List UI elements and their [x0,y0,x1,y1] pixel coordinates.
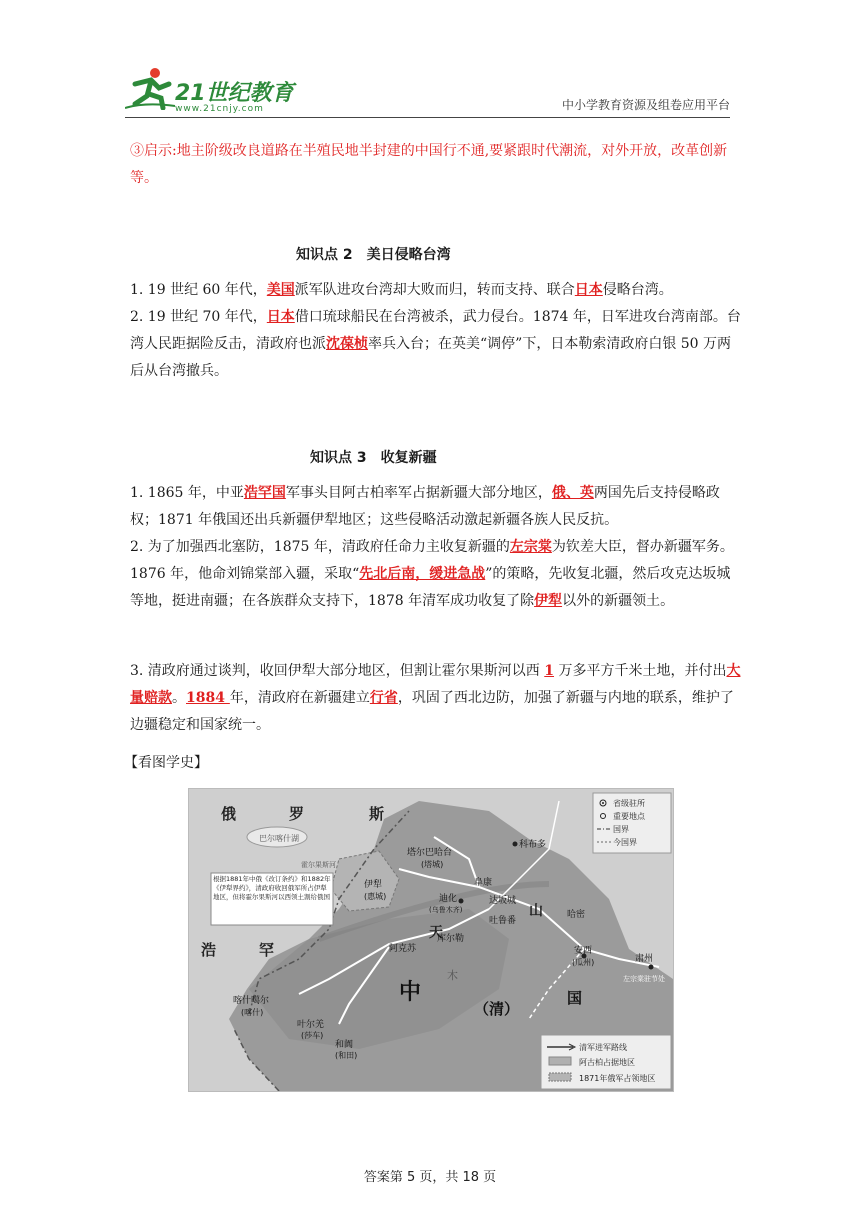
place-dabancheng: 达坂城 [489,896,517,906]
place-anxi: 安西 [574,946,593,956]
s2p1-b: 派军队进攻台湾却大败而归，转而支持、联合 [294,282,575,298]
place-hami: 哈密 [567,910,586,920]
place-tarbagatai: 塔尔巴哈台 [407,848,453,858]
label-russia-3: 斯 [369,805,385,823]
s3p1-b: 军事头目阿古柏率军占据新疆大部分地区， [285,485,552,501]
place-guazhou: (瓜州) [572,958,595,967]
platform-name: 中小学教育资源及组卷应用平台 [561,98,730,112]
runner-logo-icon [125,66,177,110]
section-3-title: 知识点 3 收复新疆 [310,450,437,466]
legend-russia-occupied: 1871年俄军占领地区 [579,1074,656,1083]
label-tian: 天 [429,925,443,941]
s3p1-c: 两国先后支持侵略政权；1871 年俄国还出兵新疆伊犁地区；这些侵略活动激起新疆各族人民反抗。 [130,485,720,528]
s3p3-key-1: 1 [544,663,555,679]
logo-url: www.21cnjy.com [175,104,264,114]
treaty-note-text: 根据1881年中俄《改订条约》和1882年《伊犁界约》，清政府收回俄军所占伊犁地区，但将霍尔果斯河以西领土割给俄国 [213,875,331,901]
place-hetian-2: (和田) [335,1051,358,1060]
legend-agubai: 阿古柏占据地区 [579,1058,635,1067]
s3p3-b: 万多平方千米土地，并付出 [554,663,727,679]
label-balkhash: 巴尔喀什湖 [259,834,299,843]
place-ili: 伊犁 [364,880,383,890]
s2p1-c: 侵略台湾。 [602,282,673,298]
s2p1-key-2: 日本 [574,282,603,298]
label-haohan-1: 浩 [201,941,217,959]
s3-paragraph-1 [130,480,742,534]
s3p2-b: 为钦差大臣，督办新疆军务。1876 年，他命刘锦棠部入疆，采取“ [130,539,734,582]
place-zuo-hq: 左宗棠驻节处 [623,975,665,983]
place-kashi: (喀什) [241,1008,264,1017]
s2p2-c: 率兵入台；在英美“调停”下，日本勒索清政府白银 50 万两后从台湾撤兵。 [130,336,732,379]
place-huicheng: (惠城) [364,892,387,901]
s3p1-key-2: 俄、英 [551,485,594,501]
place-suzhou: 肃州 [635,954,654,964]
s3p2-a: 2. 为了加强西北塞防，1875 年，清政府任命力主收复新疆的 [130,539,510,555]
label-haohan-2: 罕 [259,941,275,959]
logo-text: 21世纪教育 [175,81,294,106]
label-russia-1: 俄 [221,805,237,823]
place-urumqi: (乌鲁木齐) [429,906,463,914]
s3p3-d: 年，清政府在新疆建立 [229,690,370,706]
s3p3-a: 3. 清政府通过谈判，收回伊犁大部分地区，但割让霍尔果斯河以西 [130,663,545,679]
place-aksu: 阿克苏 [389,944,417,954]
label-china: 中 [399,980,422,1005]
s3-paragraph-3 [130,658,742,739]
s3p2-key-2: 先北后南，缓进急战 [359,566,486,582]
place-hetian: 和阗 [335,1040,354,1050]
s2-paragraph-2 [130,304,742,385]
label-huoerguosi: 霍尔果斯河 [301,861,336,869]
s3p2-d: 以外的新疆领土。 [562,593,675,609]
place-kobdo: 科布多 [519,840,547,850]
s3p2-key-3: 伊犁 [534,593,563,609]
s3p3-c: 。 [172,690,186,706]
s3p3-key-3: 1884 [186,690,230,706]
look-at-map-label: 【看图学史】 [124,755,208,771]
s3p3-e: ，巩固了西北边防，加强了新疆与内地的联系，维护了边疆稳定和国家统一。 [130,690,734,733]
page-header [125,66,730,116]
s3p3-key-2: 大量赔款 [130,663,741,706]
place-kashgar: 喀什噶尔 [233,996,270,1006]
s2p1-a: 1. 19 世纪 60 年代， [130,282,267,298]
legend-border: 国界 [613,825,629,834]
s2-paragraph-1 [130,277,742,304]
section-2-title: 知识点 2 美日侵略台湾 [296,247,451,263]
s2p2-b: 借口琉球船民在台湾被杀，武力侵台。1874 年，日军进攻台湾南部。台湾人民距据险反击，清政府也派 [130,309,741,352]
place-tacheng: (塔城) [421,860,444,869]
legend-important: 重要地点 [613,812,645,821]
label-qing: （清） [474,1000,520,1018]
place-korla: 库尔勒 [437,934,465,944]
label-shan: 山 [529,903,543,919]
intro-paragraph: ③启示:地主阶级改良道路在半殖民地半封建的中国行不通,要紧跟时代潮流，对外开放，改革创新等。 [130,143,728,186]
header-divider [125,117,730,118]
place-dihua: 迪化 [439,894,458,904]
s3-paragraph-2 [130,534,742,615]
s3p2-c: ”的策略，先收复北疆，然后攻克达坂城等地，挺进南疆；在各族群众支持下，1878 年清军成功收复了除 [130,566,731,609]
s3p3-key-4: 行省 [369,690,398,706]
s2p1-key-1: 美国 [266,282,295,298]
label-russia-2: 罗 [289,805,305,823]
s3p1-key-1: 浩罕国 [243,485,286,501]
place-turpan: 吐鲁番 [489,916,517,926]
legend-capital: 省级驻所 [613,799,645,808]
xinjiang-recovery-map [188,788,674,1092]
place-yarkand: 叶尔羌 [297,1020,325,1030]
legend-today-border: 今国界 [613,838,637,847]
s2p2-a: 2. 19 世纪 70 年代， [130,309,267,325]
place-fukang: 阜康 [474,878,493,888]
place-shache: (莎车) [301,1031,324,1040]
s3p2-key-1: 左宗棠 [509,539,552,555]
s2p2-key-1: 日本 [266,309,295,325]
s3p1-a: 1. 1865 年，中亚 [130,485,244,501]
label-guo: 国 [567,989,583,1007]
legend-route: 清军进军路线 [579,1043,627,1052]
s2p2-key-2: 沈葆桢 [326,336,368,352]
page-footer: 答案第 5 页，共 18 页 [363,1170,497,1185]
label-mu: 木 [447,969,458,982]
